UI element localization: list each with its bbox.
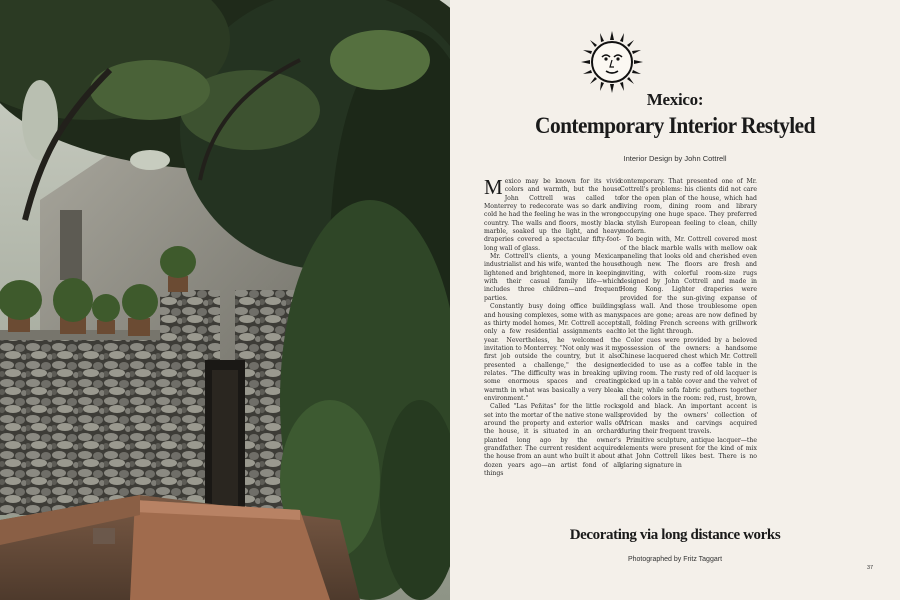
- paragraph: Mr. Cottrell's clients, a young Mexican industrialist and his wife, wanted the house lightened and brightened, more in keeping with their casual family life—which includes three children—and frequent parties.: [484, 253, 621, 302]
- paragraph: Color cues were provided by a beloved possession of the owners: a handsome Chinese lacquered chest which Mr. Cottrell decided to use as a coffee table in the living room. The rusty red of old lacquer is picked up in a table cover and the velvet of a chair, while sofa fabric gathers together all the colors in the room: red, rust, brown, gold and black. An important accent is provided by the owners' collection of African masks and carvings acquired during their frequent travels.: [620, 336, 757, 436]
- text-column-2: [620, 178, 757, 524]
- page-number: 37: [867, 565, 874, 571]
- article-headline: Contemporary Interior Restyled: [535, 113, 815, 138]
- paragraph: Called "Las Peñitas" for the little rocks set into the mortar of the native stone walls around the property and exterior walls of the house, it is situated in an orchard planted long ago by the owner's grandfather. The current resident acquired the house from an aunt who built it about a dozen years ago—an artist fond of all things: [484, 403, 621, 478]
- paragraph: Primitive sculpture, antique lacquer—the elements were present for the kind of mix that John Cottrell likes best. There is no glaring signature in: [620, 436, 757, 469]
- paragraph: To begin with, Mr. Cottrell covered most of the black marble walls with mellow oak paneling that looks old and cherished even though new. The floors are fresh and inviting, with colorful room-size rugs designed by John Cottrell and made in Hong Kong. Lighter draperies were provided for the sun-giving expanse of glass wall. And those troublesome open spaces are gone; areas are now defined by tall, folding French screens with grillwork to let the light through.: [620, 236, 757, 336]
- article-subhead: Decorating via long distance works: [569, 527, 781, 543]
- paragraph-text: exico may be known for its vivid colors and warmth, but the house John Cottrell was called to Monterrey to redecorate was so dark and cold he had the feeling he was in the wrong country. The walls and floors, mostly black marble, soaked up the light, and heavy draperies covered a spectacular fifty-foot-long wall of glass.: [484, 178, 621, 252]
- designer-credit: Interior Design by John Cottrell: [623, 154, 727, 163]
- paragraph: contemporary. That presented one of Mr. Cottrell's problems: his clients did not care for the open plan of the house, which had living room, dining room and library occupying one huge space. They preferred a stylish European feeling to clean, chilly modern.: [620, 178, 757, 236]
- photographer-credit: Photographed by Fritz Taggart: [627, 556, 723, 563]
- paragraph: Constantly busy doing office buildings and housing complexes, some with as many as thirty model homes, Mr. Cottrell accepts only a few residential assignments each year. Nevertheless, he welcomed the invitation to Monterrey. "Not only was it my first job outside the country, but it also presented a challenge," the designer relates. "The difficulty was in breaking up some enormous spaces and creating warmth in what was basically a very bleak environment.": [484, 303, 621, 402]
- text-column-1: [484, 178, 621, 524]
- article-page: [450, 0, 900, 600]
- sun-emblem-icon: [580, 30, 644, 94]
- article-kicker: Mexico:: [646, 90, 704, 109]
- drop-cap: M: [484, 178, 503, 199]
- paragraph: [484, 178, 621, 253]
